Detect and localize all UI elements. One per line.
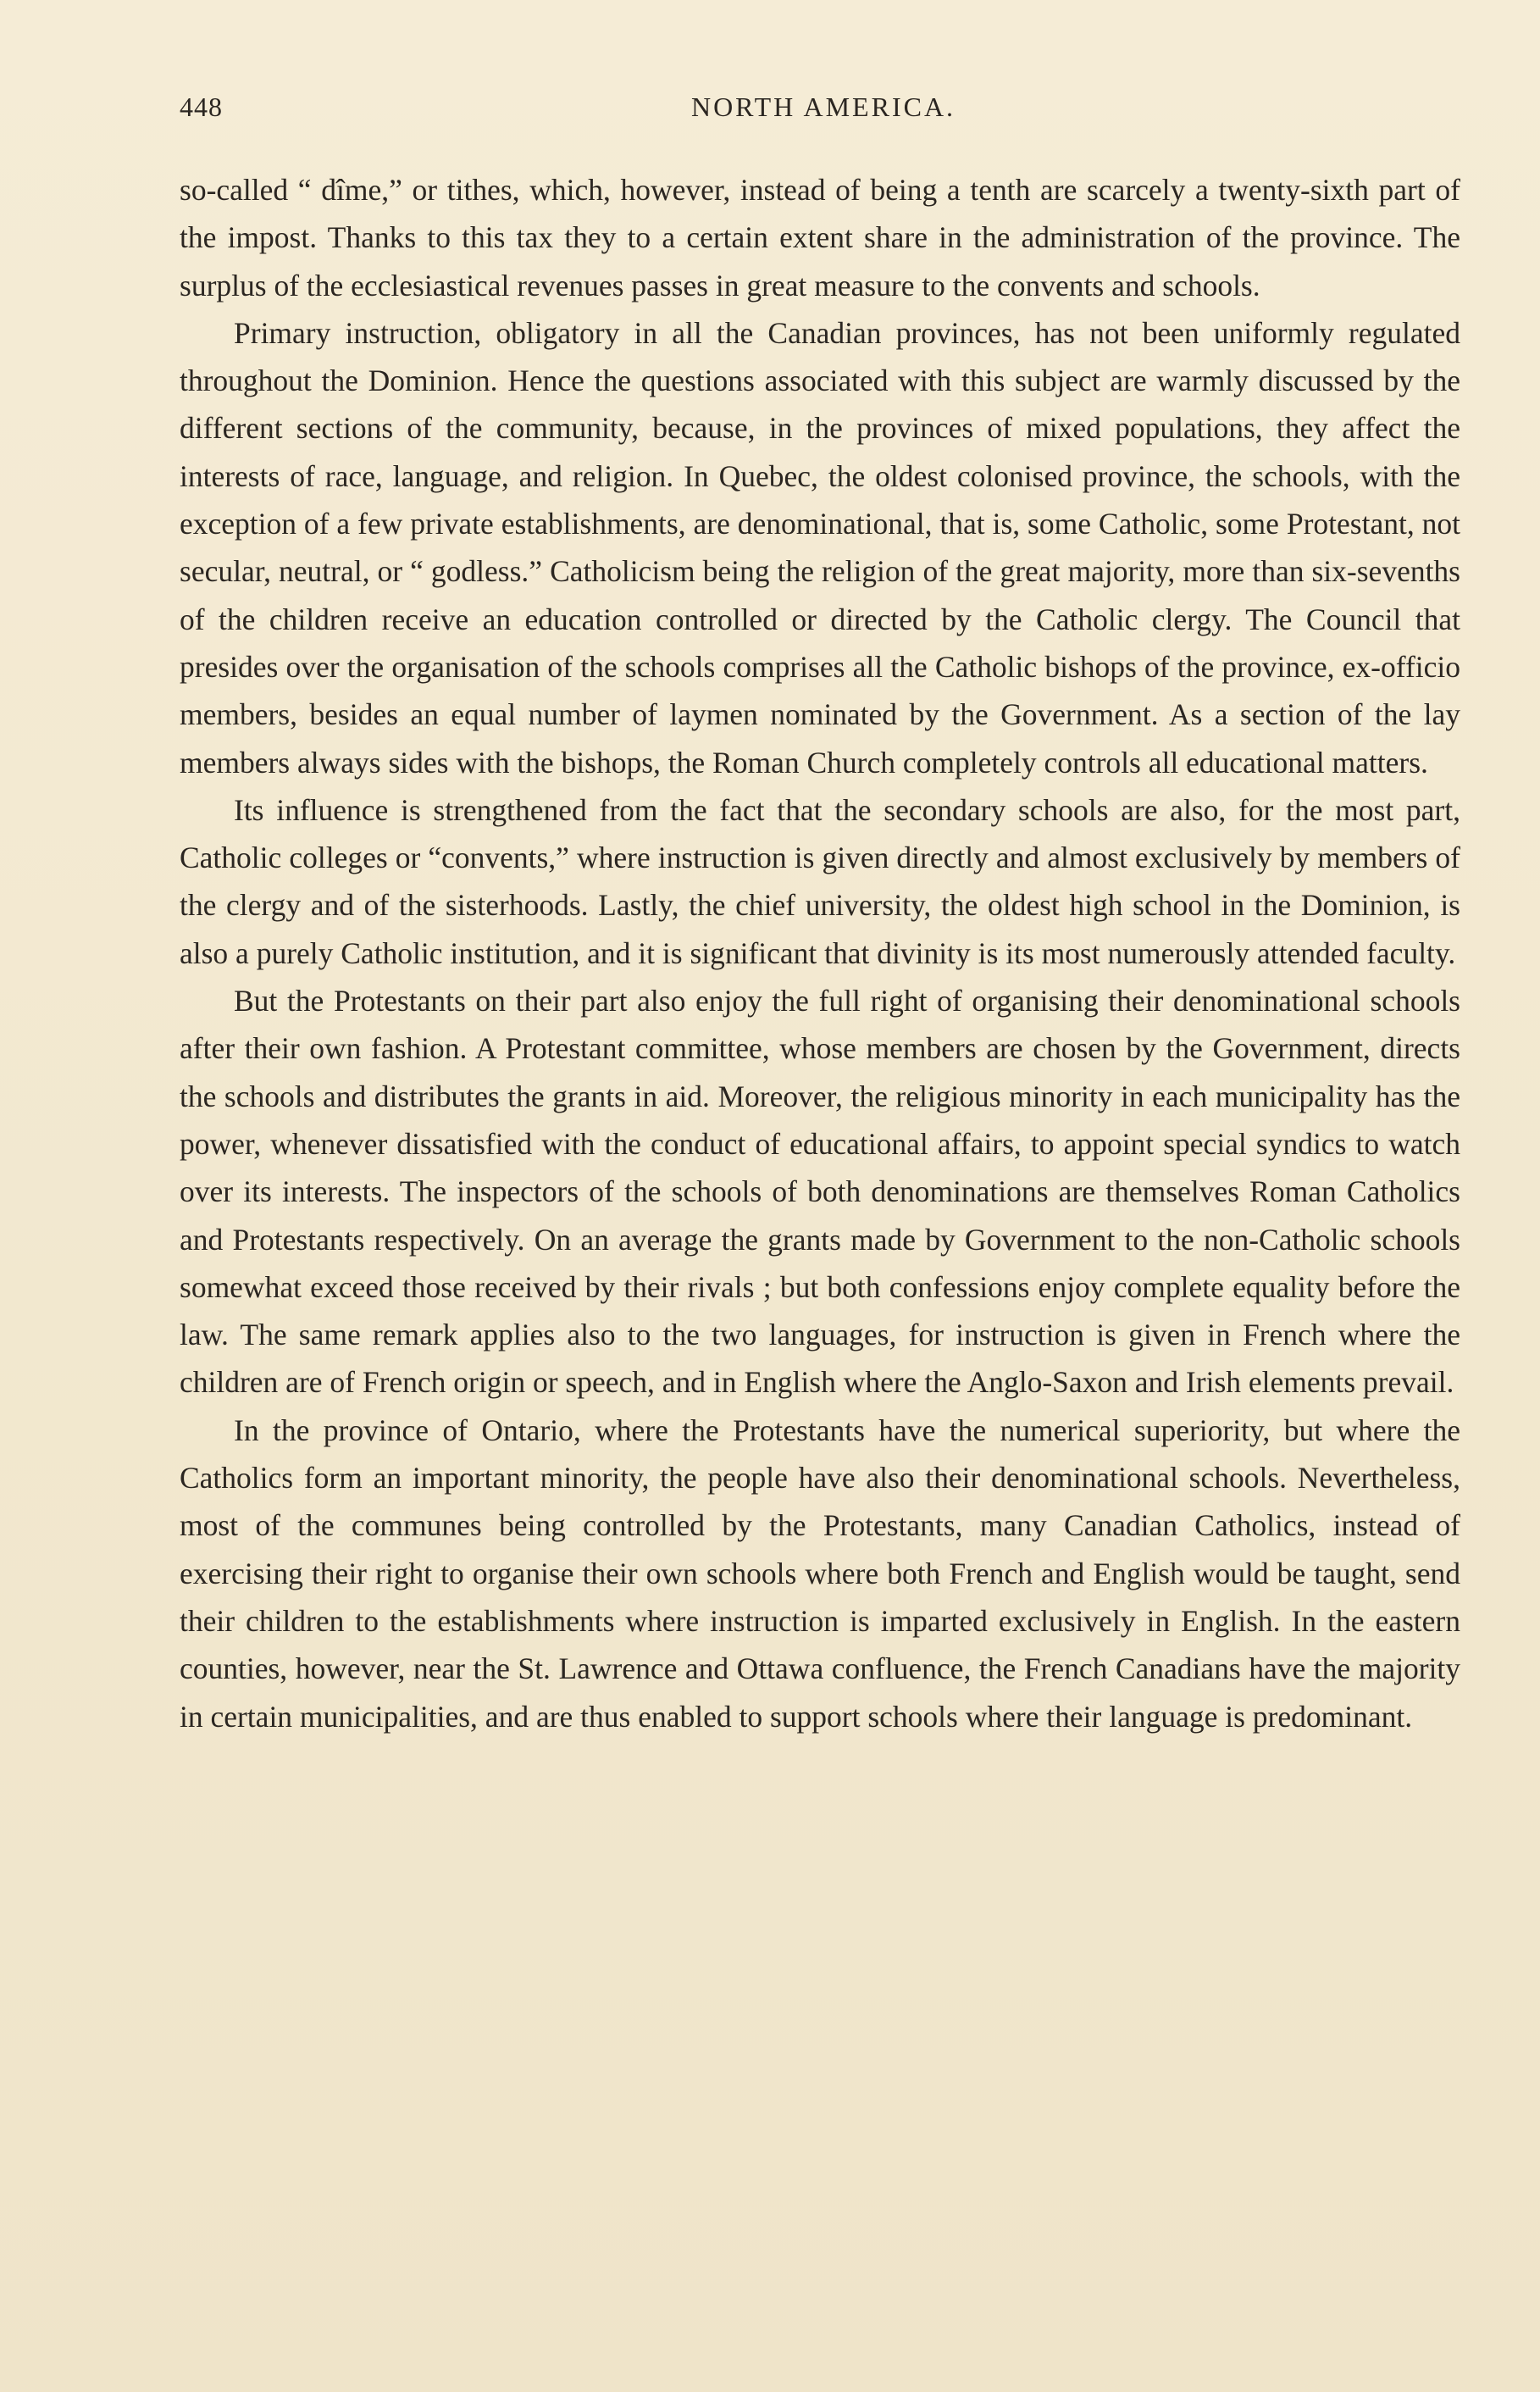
page-header (180, 92, 1467, 134)
paragraph-protestant-schools: But the Protestants on their part also enjoy the full right of organising their denominational schools after their own fashion. A Protestant committee, whose members are chosen by the Government, directs the schools and distributes the grants in aid. Moreover, the religious minority in each municipality has the power, whenever dissatisfied with the conduct of educational affairs, to appoint special syndics to watch over its interests. The inspectors of the schools of both denominations are themselves Roman Catholics and Protestants respectively. On an average the grants made by Government to the non-Catholic schools somewhat exceed those received by their rivals ; but both confessions enjoy complete equality before the law. The same remark applies also to the two languages, for instruction is given in French where the children are of French origin or speech, and in English where the Anglo-Saxon and Irish elements prevail. (180, 984, 1460, 1400)
running-head: NORTH AMERICA. (690, 92, 956, 122)
paragraph-catholic-influence: Its influence is strengthened from the fact that the secondary schools are also, for the most part, Catholic colleges or “convents,” where instruction is given directly and almost exclusively by members of the clergy and of the sisterhoods. Lastly, the chief university, the oldest high school in the Dominion, is also a purely Catholic institution, and it is significant that divinity is its most numerously attended faculty. (180, 792, 1460, 970)
paragraph-primary-instruction: Primary instruction, obligatory in all the Canadian provinces, has not been uniformly regulated throughout the Dominion. Hence the questions associated with this subject are warmly discussed by the different sections of the community, because, in the provinces of mixed populations, they affect the interests of race, language, and religion. In Quebec, the oldest colonised province, the schools, with the exception of a few private establishments, are denominational, that is, some Catholic, some Protestant, not secular, neutral, or “ godless.” Catholicism being the religion of the great majority, more than six-sevenths of the children receive an education controlled or directed by the Catholic clergy. The Council that presides over the organisation of the schools comprises all the Catholic bishops of the province, ex-officio members, besides an equal number of laymen nominated by the Government. As a section of the lay members always sides with the bishops, the Roman Church completely controls all educational matters. (180, 315, 1460, 780)
paragraph-continuation: so-called “ dîme,” or tithes, which, however, instead of being a tenth are scarcely a twenty-sixth part of the impost. Thanks to this tax they to a certain extent share in the administration of the province. The surplus of the ecclesiastical revenues passes in great measure to the convents and schools. (180, 173, 1460, 302)
paragraph-ontario: In the province of Ontario, where the Protestants have the numerical superiority, but where the Catholics form an important minority, the people have also their denominational schools. Nevertheless, most of the communes being controlled by the Protestants, many Canadian Catholics, instead of exercising their right to organise their own schools where both French and English would be taught, send their children to the establishments where instruction is imparted exclusively in English. In the eastern counties, however, near the St. Lawrence and Ottawa confluence, the French Canadians have the majority in certain municipalities, and are thus enabled to support schools where their language is predominant. (180, 1412, 1460, 1734)
body-text (180, 166, 1460, 1740)
page-number: 448 (180, 92, 223, 122)
